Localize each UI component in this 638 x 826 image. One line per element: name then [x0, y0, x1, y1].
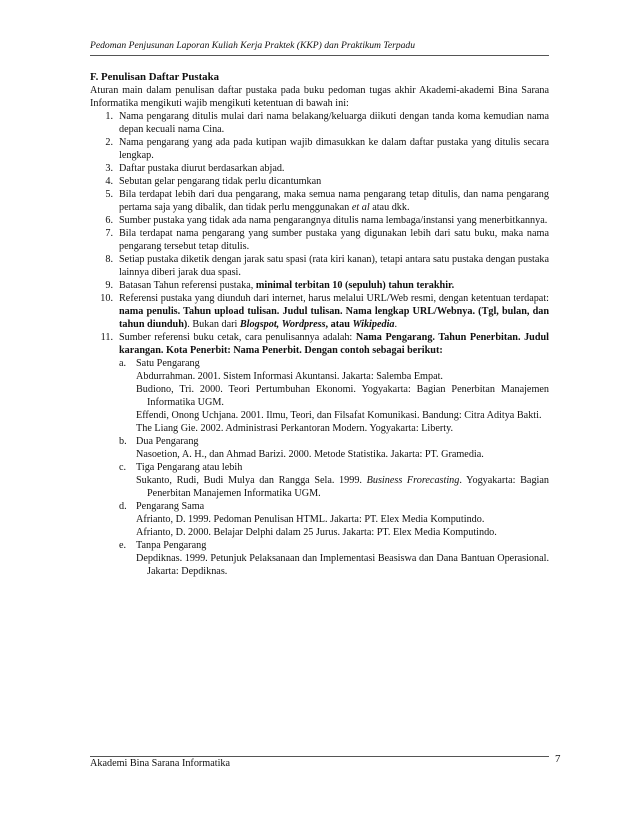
- reference-entry: Effendi, Onong Uchjana. 2001. Ilmu, Teori, dan Filsafat Komunikasi. Bandung: Citra Aditya Bakti.: [136, 410, 542, 421]
- item-text: Sumber referensi buku cetak, cara penulisannya adalah:: [119, 332, 356, 343]
- example-label: Satu Pengarang: [136, 358, 200, 369]
- list-item: [90, 292, 549, 331]
- item-text: Nama pengarang ditulis mulai dari nama belakang/keluarga diikuti dengan tanda koma kemudian nama depan kecuali nama Cina.: [119, 111, 549, 135]
- item-text: Sebutan gelar pengarang tidak perlu dicantumkan: [119, 176, 322, 187]
- example-group-no-author: [119, 539, 549, 578]
- footer-org: Akademi Bina Sarana Informatika: [90, 758, 231, 769]
- item-number: 7.: [105, 228, 113, 239]
- item-italic-text: et al: [351, 202, 370, 213]
- page-content: [90, 71, 549, 578]
- item-number: 8.: [105, 254, 113, 265]
- item-number: 4.: [105, 176, 113, 187]
- item-bold-text: nama penulis. Tahun upload tulisan. Judul tulisan. Nama lengkap URL/Webnya. (Tgl, bulan, dan tahun diunduh): [119, 306, 549, 330]
- reference-entry: Budiono, Tri. 2000. Teori Pertumbuhan Ekonomi. Yogyakarta: Bagian Penerbitan Manajemen Informatika UGM.: [136, 384, 549, 408]
- item-bold-italic-text: Blogspot, Wordpress: [239, 319, 326, 330]
- list-item: [90, 279, 549, 292]
- example-label: Dua Pengarang: [136, 436, 199, 447]
- example-letter: e.: [119, 540, 127, 551]
- example-group-same-author: [119, 500, 549, 539]
- list-item: [90, 227, 549, 253]
- item-text: Batasan Tahun referensi pustaka,: [119, 280, 256, 291]
- reference-entry: Afrianto, D. 2000. Belajar Delphi dalam 25 Jurus. Jakarta: PT. Elex Media Komputindo.: [136, 527, 497, 538]
- list-item: [90, 162, 549, 175]
- item-number: 11.: [100, 332, 113, 343]
- example-group-three-authors: [119, 461, 549, 500]
- section-title: F. Penulisan Daftar Pustaka: [90, 71, 219, 83]
- item-number: 5.: [105, 189, 113, 200]
- item-bold-text: Nama Pengarang. Tahun Penerbitan. Judul karangan. Kota Penerbit: Nama Penerbit. Dengan contoh sebagai berikut:: [119, 332, 550, 356]
- examples-list: [119, 357, 549, 578]
- example-label: Pengarang Sama: [136, 501, 205, 512]
- reference-text: Sukanto, Rudi, Budi Mulya dan Rangga Sela. 1999.: [136, 475, 367, 486]
- item-text-after: atau dkk.: [369, 202, 410, 213]
- reference-entry: The Liang Gie. 2002. Administrasi Perkantoran Modern. Yogyakarta: Liberty.: [136, 423, 454, 434]
- list-item: [90, 214, 549, 227]
- item-bold-text: minimal terbitan 10 (sepuluh) tahun terakhir.: [255, 280, 455, 291]
- item-bold-italic-text-2: Wikipedia: [352, 319, 395, 330]
- item-number: 6.: [105, 215, 113, 226]
- item-number: 2.: [105, 137, 113, 148]
- item-text: Nama pengarang yang ada pada kutipan wajib dimasukkan ke dalam daftar pustaka yang ditulis secara lengkap.: [119, 137, 549, 161]
- item-number: 3.: [105, 163, 113, 174]
- list-item: [90, 175, 549, 188]
- item-text: Bila terdapat lebih dari dua pengarang, maka semua nama pengarang tetap ditulis, dan nama pengarang pertama saja yang dibalik, dan tidak perlu menggunakan: [119, 189, 549, 213]
- item-text: Daftar pustaka diurut berdasarkan abjad.: [119, 163, 285, 174]
- item-end: .: [394, 319, 398, 330]
- reference-text-after: . Yogyakarta: Bagian Penerbitan Manajemen Informatika UGM.: [147, 475, 549, 499]
- list-item: [90, 331, 549, 578]
- list-item: [90, 253, 549, 279]
- example-label: Tiga Pengarang atau lebih: [136, 462, 243, 473]
- item-number: 10.: [100, 293, 113, 304]
- list-item: [90, 188, 549, 214]
- header-divider: [90, 55, 549, 56]
- reference-entry: Abdurrahman. 2001. Sistem Informasi Akuntansi. Jakarta: Salemba Empat.: [136, 371, 443, 382]
- running-header: Pedoman Penjusunan Laporan Kuliah Kerja Praktek (KKP) dan Praktikum Terpadu: [90, 40, 416, 51]
- intro-paragraph: Aturan main dalam penulisan daftar pustaka pada buku pedoman tugas akhir Akademi-akademi Bina Sarana Informatika mengikuti wajib mengikuti ketentuan di bawah ini:: [90, 85, 549, 109]
- item-text: Setiap pustaka diketik dengan jarak satu spasi (rata kiri kanan), tetapi antara satu pustaka dengan pustaka lainnya diberi jarak dua spasi.: [119, 254, 549, 278]
- footer-divider: [90, 756, 549, 757]
- reference-entry: Afrianto, D. 1999. Pedoman Penulisan HTML. Jakarta: PT. Elex Media Komputindo.: [136, 514, 485, 525]
- item-text: Bila terdapat nama pengarang yang sumber pustaka yang digunakan lebih dari satu buku, maka nama pengarang tersebut tetap ditulis.: [119, 228, 549, 252]
- reference-entry: [136, 474, 549, 500]
- item-text: Sumber pustaka yang tidak ada nama pengarangnya ditulis nama lembaga/instansi yang menerbitkannya.: [119, 215, 548, 226]
- item-number: 1.: [105, 111, 113, 122]
- item-text-mid: . Bukan dari: [187, 319, 240, 330]
- reference-entry: Depdiknas. 1999. Petunjuk Pelaksanaan dan Implementasi Beasiswa dan Dana Bantuan Operasional. Jakarta: Depdiknas.: [136, 553, 549, 577]
- example-letter: d.: [119, 501, 127, 512]
- reference-italic-title: Business Frorecasting: [366, 475, 460, 486]
- reference-entry: Nasoetion, A. H., dan Ahmad Barizi. 2000. Metode Statistika. Jakarta: PT. Gramedia.: [136, 449, 484, 460]
- list-item: [90, 136, 549, 162]
- example-letter: c.: [119, 462, 127, 473]
- item-bold-after: , atau: [325, 319, 353, 330]
- rules-list: [90, 110, 549, 578]
- list-item: [90, 110, 549, 136]
- item-text: Referensi pustaka yang diunduh dari internet, harus melalui URL/Web resmi, dengan ketentuan terdapat:: [119, 293, 549, 304]
- example-group-single-author: [119, 357, 549, 435]
- page-number: 7: [555, 753, 561, 765]
- example-group-two-authors: [119, 435, 549, 461]
- example-letter: a.: [119, 358, 127, 369]
- item-number: 9.: [105, 280, 113, 291]
- example-label: Tanpa Pengarang: [136, 540, 207, 551]
- example-letter: b.: [119, 436, 127, 447]
